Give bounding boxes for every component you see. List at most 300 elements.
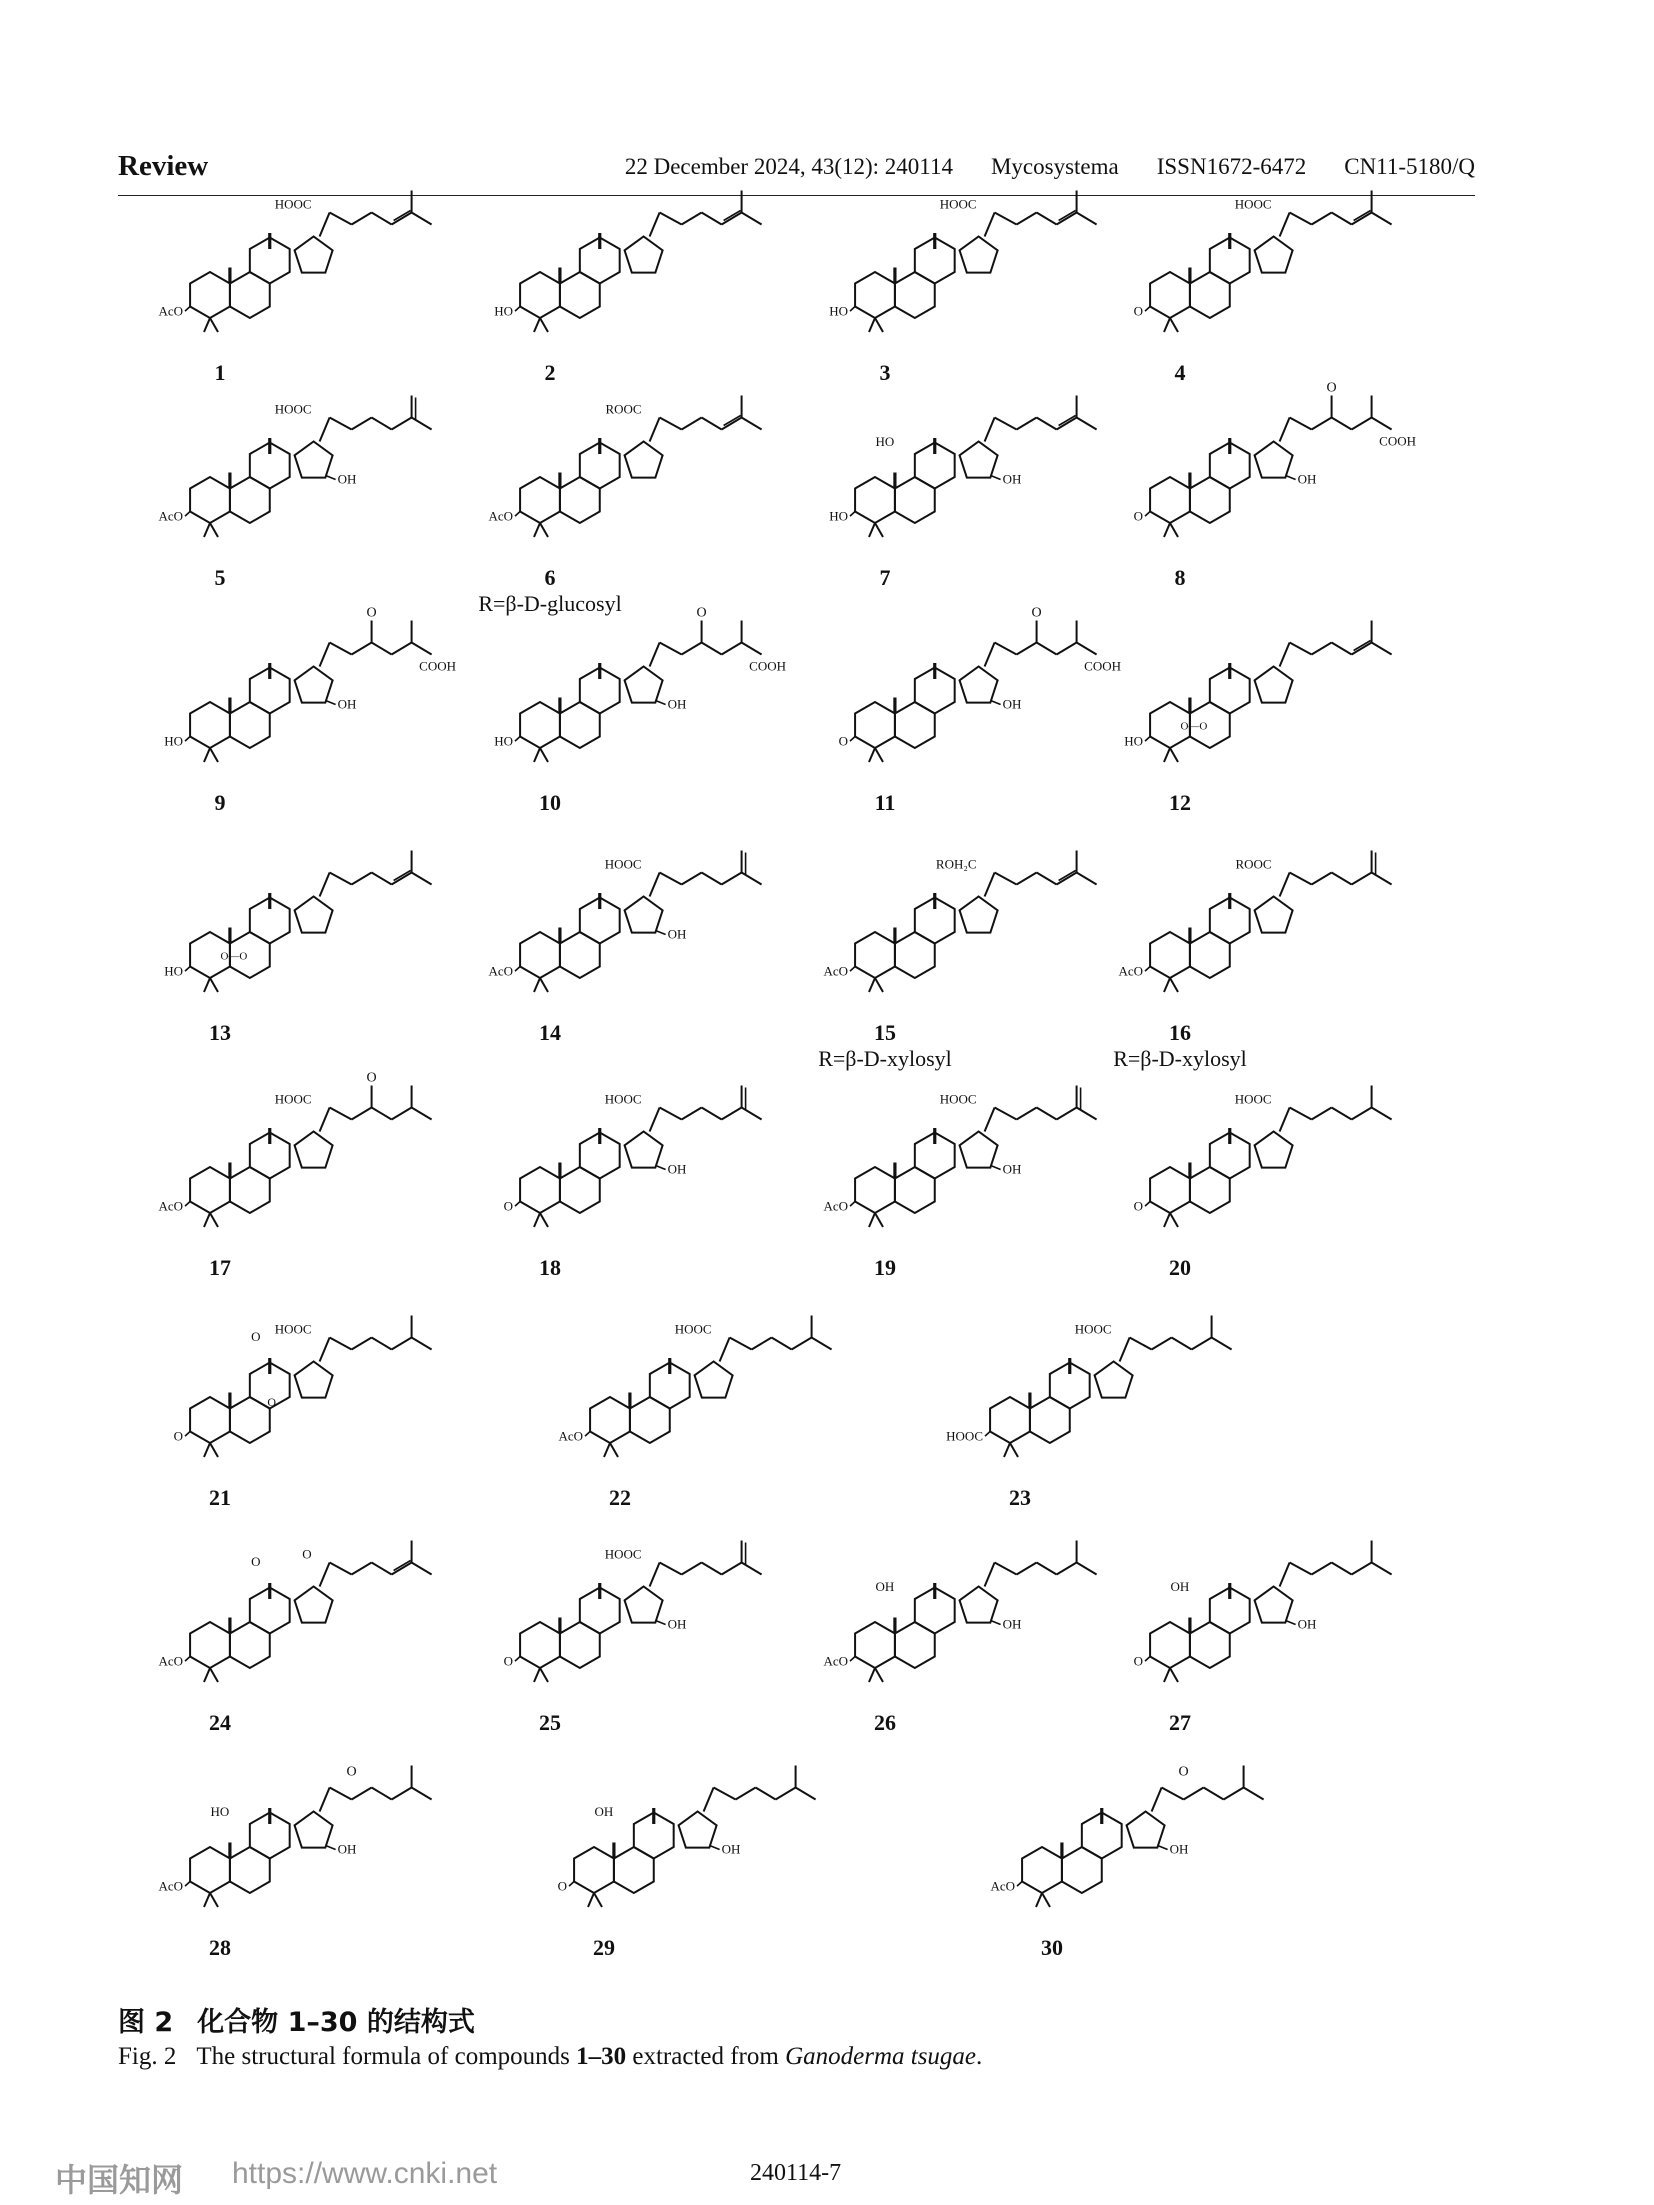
ring-a-substituent: HO: [829, 303, 848, 319]
bond: [1352, 643, 1372, 655]
bond: [515, 737, 520, 742]
bond: [722, 643, 742, 655]
bond: [352, 1788, 372, 1800]
compound-12: [1124, 621, 1391, 816]
bond: [682, 1563, 702, 1575]
bond: [682, 213, 702, 225]
compound-11: [839, 606, 1121, 816]
bond: [1036, 1893, 1042, 1907]
ring-d: [295, 1362, 333, 1398]
bond: [412, 873, 432, 885]
bond: [1372, 873, 1392, 885]
bond: [185, 1202, 190, 1207]
bond: [736, 1788, 756, 1800]
compound-4: [1134, 191, 1392, 386]
bond: [372, 1338, 392, 1350]
compound-number: 27: [1169, 1710, 1191, 1735]
bond: [1312, 643, 1332, 655]
ring-a-substituent: HO: [829, 508, 848, 524]
peroxide-label: O—O: [1180, 720, 1208, 733]
bond: [412, 1563, 432, 1575]
bond: [995, 1108, 1017, 1120]
bond: [720, 1338, 730, 1362]
compound-number: 16: [1169, 1020, 1191, 1045]
bond: [1170, 318, 1178, 332]
ring-d: [960, 237, 998, 273]
lactone-label: O: [251, 1554, 261, 1569]
bond: [682, 418, 702, 430]
bond: [1077, 418, 1097, 430]
bond: [1057, 873, 1077, 885]
compound-note: R=β-D-xylosyl: [1113, 1046, 1247, 1071]
ring-a-substituent: AcO: [488, 508, 513, 524]
bond: [326, 1846, 336, 1850]
bond: [656, 1166, 666, 1170]
side-chain-label: HOOC: [674, 1321, 712, 1337]
bond: [660, 873, 682, 885]
bond: [1145, 307, 1150, 312]
bond: [1077, 1108, 1097, 1120]
bond: [869, 523, 875, 537]
bond: [585, 1432, 590, 1437]
ring-a-substituent: O: [557, 1878, 567, 1894]
bond: [352, 1108, 372, 1120]
bond: [1352, 213, 1372, 225]
bond: [850, 967, 855, 972]
compound-2: [494, 191, 761, 386]
bond: [352, 643, 372, 655]
caption-cn-label: 图 2: [118, 2007, 174, 2038]
bond: [610, 1443, 618, 1457]
ring-a: [990, 1397, 1030, 1443]
ring-a-substituent: AcO: [158, 1198, 183, 1214]
bond: [204, 318, 210, 332]
bond: [995, 643, 1017, 655]
ring-d: [679, 1812, 717, 1848]
bond: [1162, 1788, 1184, 1800]
compound-number: 6: [544, 565, 556, 590]
ring-a: [520, 932, 560, 978]
ring-a: [520, 272, 560, 318]
journal-name: Mycosystema: [990, 154, 1119, 179]
compound-number: 10: [539, 790, 561, 815]
ring-a: [1150, 272, 1190, 318]
bond: [1077, 213, 1097, 225]
bond: [534, 1213, 540, 1227]
bond: [569, 1882, 574, 1887]
ring-a: [190, 702, 230, 748]
compound-13: [164, 851, 431, 1046]
bond: [985, 643, 995, 667]
bond: [372, 1788, 392, 1800]
bond: [330, 643, 352, 655]
bond: [702, 643, 722, 655]
compound-30: [990, 1765, 1263, 1961]
compound-25: [504, 1541, 762, 1736]
bond: [326, 701, 336, 705]
side-chain-label: HOOC: [274, 401, 312, 417]
ring-a: [520, 1622, 560, 1668]
bond: [210, 318, 218, 332]
compound-number: 15: [874, 1020, 896, 1045]
hydroxyl-label-2: HO: [210, 1804, 230, 1819]
bond: [869, 1668, 875, 1682]
bond: [812, 1338, 832, 1350]
bond: [722, 873, 742, 885]
bond: [515, 1657, 520, 1662]
bond: [850, 1202, 855, 1207]
bond: [850, 512, 855, 517]
bond: [534, 523, 540, 537]
side-chain-label: HOOC: [274, 196, 312, 212]
compound-number: 4: [1174, 360, 1186, 385]
ring-d: [295, 442, 333, 478]
bond: [682, 873, 702, 885]
bond: [326, 476, 336, 480]
bond: [702, 1108, 722, 1120]
compound-22: [558, 1316, 831, 1511]
side-chain-label: HOOC: [1234, 196, 1272, 212]
bond: [985, 213, 995, 237]
bond: [1077, 873, 1097, 885]
bond: [1280, 1108, 1290, 1132]
compound-16: [1113, 851, 1391, 1072]
bond: [210, 1893, 218, 1907]
ring-a-substituent: AcO: [823, 1653, 848, 1669]
bond: [650, 418, 660, 442]
bond: [352, 1563, 372, 1575]
bond: [392, 418, 412, 430]
ring-d: [625, 442, 663, 478]
cnki-link[interactable]: https://www.cnki.net: [232, 2157, 498, 2190]
bond: [1244, 1788, 1264, 1800]
bond: [660, 213, 682, 225]
ring-d: [1255, 897, 1293, 933]
bond: [1057, 213, 1077, 225]
bond: [722, 1563, 742, 1575]
oxo-label: O: [696, 605, 707, 621]
compound-number: 18: [539, 1255, 561, 1280]
bond: [682, 1108, 702, 1120]
bond: [392, 1563, 412, 1575]
bond: [991, 1166, 1001, 1170]
ring-a: [1022, 1847, 1062, 1893]
bond: [392, 1108, 412, 1120]
bond: [869, 318, 875, 332]
bond: [752, 1338, 772, 1350]
bond: [320, 1788, 330, 1812]
bond: [742, 418, 762, 430]
compound-24: [158, 1541, 431, 1736]
compound-number: 22: [609, 1485, 631, 1510]
bond: [682, 643, 702, 655]
hydroxyl-label-2: OH: [875, 1579, 895, 1594]
compound-number: 24: [209, 1710, 231, 1735]
bond: [792, 1338, 812, 1350]
compound-number: 9: [214, 790, 226, 815]
ring-d: [960, 1587, 998, 1623]
caption-en-end: .: [976, 2043, 983, 2070]
bond: [594, 1893, 602, 1907]
peroxide-label: O—O: [220, 950, 248, 963]
bond: [722, 418, 742, 430]
compound-15: [818, 851, 1096, 1072]
side-chain-label: ROOC: [1235, 856, 1272, 872]
ring-a-substituent: O: [1133, 1653, 1143, 1669]
bond: [185, 1432, 190, 1437]
hydroxyl-label: OH: [1002, 1161, 1022, 1177]
bond: [850, 307, 855, 312]
bond: [656, 1621, 666, 1625]
ring-a-substituent: HO: [164, 733, 183, 749]
bond: [776, 1788, 796, 1800]
bond: [1332, 1563, 1352, 1575]
hydroxyl-label: OH: [1002, 1616, 1022, 1632]
ring-d: [1127, 1812, 1165, 1848]
ring-a: [574, 1847, 614, 1893]
bond: [1164, 318, 1170, 332]
bond: [985, 1563, 995, 1587]
compound-note: R=β-D-glucosyl: [478, 591, 622, 616]
hydroxyl-label: OH: [1002, 471, 1022, 487]
bond: [850, 737, 855, 742]
bond: [320, 1338, 330, 1362]
ring-d: [295, 1587, 333, 1623]
ring-a: [520, 1167, 560, 1213]
bond: [985, 1432, 990, 1437]
bond: [1120, 1338, 1130, 1362]
bond: [320, 418, 330, 442]
bond: [985, 873, 995, 897]
oxo-label: O: [366, 1070, 377, 1086]
bond: [320, 1563, 330, 1587]
caption-en-label: Fig. 2: [118, 2043, 177, 2070]
bond: [534, 318, 540, 332]
bond: [534, 1668, 540, 1682]
bond: [412, 213, 432, 225]
bond: [515, 512, 520, 517]
bond: [656, 701, 666, 705]
compound-number: 2: [544, 360, 556, 385]
ring-d: [625, 1587, 663, 1623]
compound-14: [488, 851, 761, 1046]
bond: [742, 1563, 762, 1575]
hydroxyl-label: OH: [337, 696, 357, 712]
bond: [1145, 967, 1150, 972]
ring-a-substituent: O: [503, 1198, 513, 1214]
bond: [204, 748, 210, 762]
bond: [185, 1882, 190, 1887]
ring-a: [855, 702, 895, 748]
bond: [1057, 418, 1077, 430]
bond: [534, 748, 540, 762]
side-chain-label: HOOC: [274, 1321, 312, 1337]
bond: [1332, 1108, 1352, 1120]
bond: [702, 1563, 722, 1575]
bond: [650, 1108, 660, 1132]
bond: [352, 873, 372, 885]
compound-7: [829, 396, 1096, 591]
ring-a-substituent: O: [838, 733, 848, 749]
bond: [656, 931, 666, 935]
acid-label: COOH: [419, 658, 457, 674]
epoxy-label: O: [267, 1395, 277, 1410]
bond: [742, 643, 762, 655]
bond: [1290, 213, 1312, 225]
hydroxyl-label: OH: [667, 696, 687, 712]
bond: [320, 1108, 330, 1132]
bond: [985, 418, 995, 442]
bond: [372, 873, 392, 885]
hydroxyl-label-2: OH: [1170, 1579, 1190, 1594]
caption-english: [118, 2043, 982, 2071]
ring-a-substituent: AcO: [158, 1653, 183, 1669]
oxo-label: O: [366, 605, 377, 621]
compound-number: 7: [879, 565, 891, 590]
bond: [392, 213, 412, 225]
bond: [1017, 643, 1037, 655]
ring-d: [295, 667, 333, 703]
oxo-label: O: [1326, 380, 1337, 396]
bond: [1017, 873, 1037, 885]
compound-number: 1: [214, 360, 226, 385]
ring-d: [625, 237, 663, 273]
ring-d: [1255, 1132, 1293, 1168]
page-number: 240114-7: [750, 2160, 842, 2186]
bond: [1290, 1563, 1312, 1575]
bond: [588, 1893, 594, 1907]
acid-label: COOH: [1379, 433, 1417, 449]
bond: [372, 418, 392, 430]
hydroxyl-label: OH: [1002, 696, 1022, 712]
bond: [392, 1788, 412, 1800]
bond: [1332, 418, 1352, 430]
ring-d: [1255, 442, 1293, 478]
oxo-label: O: [1031, 605, 1042, 621]
side-chain-label: HOOC: [604, 856, 642, 872]
bond: [1077, 643, 1097, 655]
bond: [1017, 213, 1037, 225]
bond: [1164, 748, 1170, 762]
side-chain-label: HOOC: [1074, 1321, 1112, 1337]
bond: [412, 1788, 432, 1800]
bond: [210, 523, 218, 537]
bond: [1077, 1563, 1097, 1575]
side-chain-label: HOOC: [604, 1091, 642, 1107]
bond: [1017, 418, 1037, 430]
bond: [742, 1108, 762, 1120]
bond: [1332, 643, 1352, 655]
bond: [875, 318, 883, 332]
bond: [540, 978, 548, 992]
bond: [722, 1108, 742, 1120]
caption-cn-text: 化合物 1–30 的结构式: [197, 2007, 475, 2038]
bond: [742, 873, 762, 885]
ring-a: [590, 1397, 630, 1443]
bond: [185, 967, 190, 972]
bond: [1037, 643, 1057, 655]
ring-d: [695, 1362, 733, 1398]
bond: [702, 873, 722, 885]
bond: [1017, 1563, 1037, 1575]
bond: [991, 701, 1001, 705]
bond: [1172, 1338, 1192, 1350]
ring-a: [190, 1167, 230, 1213]
bond: [540, 748, 548, 762]
acetyl-oxo-label: O: [1178, 1764, 1189, 1780]
bond: [650, 643, 660, 667]
bond: [330, 418, 352, 430]
bond: [1004, 1443, 1010, 1457]
bond: [1145, 512, 1150, 517]
bond: [875, 1668, 883, 1682]
compound-number: 11: [874, 790, 896, 815]
bond: [1372, 1108, 1392, 1120]
compound-8: [1134, 381, 1416, 591]
bond: [985, 1108, 995, 1132]
ring-a-substituent: O: [1133, 508, 1143, 524]
bond: [1312, 213, 1332, 225]
hydroxyl-label: OH: [667, 1161, 687, 1177]
bond: [204, 978, 210, 992]
bond: [869, 1213, 875, 1227]
bond: [320, 643, 330, 667]
bond: [185, 307, 190, 312]
bond: [1017, 1108, 1037, 1120]
bond: [875, 978, 883, 992]
ring-a-substituent: AcO: [158, 303, 183, 319]
bond: [330, 1788, 352, 1800]
ring-a-substituent: O: [503, 1653, 513, 1669]
compound-number: 25: [539, 1710, 561, 1735]
bond: [1037, 1108, 1057, 1120]
compound-1: [158, 191, 431, 386]
bond: [352, 213, 372, 225]
ring-a-substituent: AcO: [158, 508, 183, 524]
ring-a: [190, 272, 230, 318]
bond: [650, 213, 660, 237]
acid-label: COOH: [1084, 658, 1122, 674]
bond: [1286, 476, 1296, 480]
bond: [1158, 1846, 1168, 1850]
ring-a-substituent: O: [173, 1428, 183, 1444]
ring-a: [520, 477, 560, 523]
bond: [540, 523, 548, 537]
compound-6: [478, 396, 761, 617]
bond: [742, 213, 762, 225]
bond: [1170, 978, 1178, 992]
bond: [1204, 1788, 1224, 1800]
compound-21: [174, 1316, 432, 1511]
ring-d: [960, 897, 998, 933]
bond: [1290, 418, 1312, 430]
lactone-label: O: [251, 1329, 261, 1344]
bond: [185, 737, 190, 742]
compound-number: 30: [1041, 1935, 1063, 1960]
bond: [1280, 213, 1290, 237]
compound-number: 28: [209, 1935, 231, 1960]
ring-a-substituent: HO: [164, 963, 183, 979]
bond: [1037, 1563, 1057, 1575]
bond: [850, 1657, 855, 1662]
bond: [210, 1213, 218, 1227]
compound-number: 21: [209, 1485, 231, 1510]
side-chain-label: O: [302, 1546, 312, 1562]
bond: [1152, 1788, 1162, 1812]
bond: [1312, 1563, 1332, 1575]
compound-number: 29: [593, 1935, 615, 1960]
bond: [1224, 1788, 1244, 1800]
